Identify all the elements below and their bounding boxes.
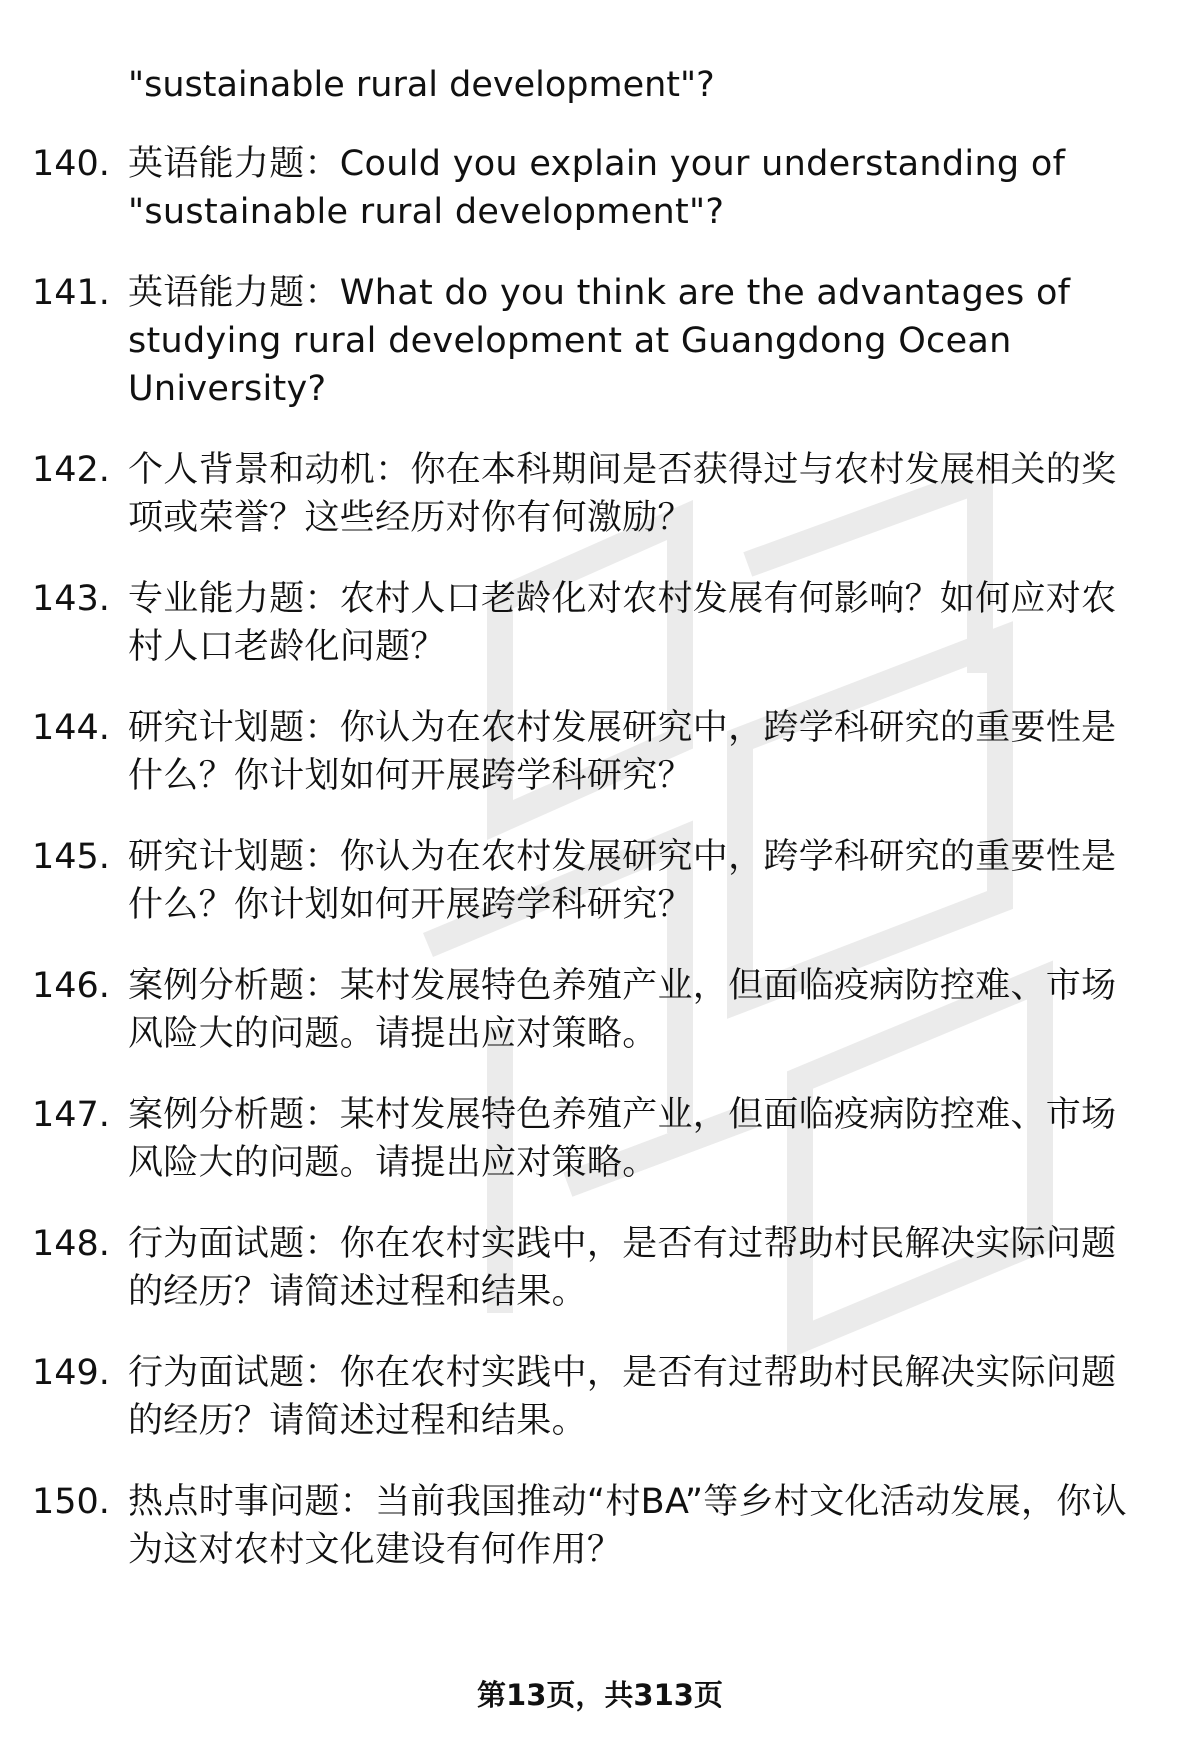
item-text: 行为面试题：你在农村实践中，是否有过帮助村民解决实际问题的经历？请简述过程和结果。 (128, 1224, 1117, 1312)
item-number: 141. (32, 273, 110, 313)
item-text: 研究计划题：你认为在农村发展研究中，跨学科研究的重要性是什么？你计划如何开展跨学科研究？ (128, 837, 1117, 925)
item-number: 150. (32, 1482, 110, 1522)
item-number: 148. (32, 1224, 110, 1264)
item-text: 案例分析题：某村发展特色养殖产业，但面临疫病防控难、市场风险大的问题。请提出应对策略。 (128, 1095, 1117, 1183)
item-number: 145. (32, 837, 110, 877)
item-text: 个人背景和动机：你在本科期间是否获得过与农村发展相关的奖项或荣誉？这些经历对你有何激励？ (128, 450, 1117, 538)
list-item (0, 446, 1200, 542)
item-number: 140. (32, 144, 110, 184)
question-list (0, 140, 1200, 1607)
item-number: 143. (32, 579, 110, 619)
list-item (0, 575, 1200, 671)
list-item (0, 1478, 1200, 1574)
list-item (0, 1349, 1200, 1445)
list-item (0, 1220, 1200, 1316)
list-item (0, 140, 1200, 236)
list-item (0, 704, 1200, 800)
item-text: 专业能力题：农村人口老龄化对农村发展有何影响？如何应对农村人口老龄化问题？ (128, 579, 1117, 667)
page-footer: 第13页，共313页 (477, 1678, 723, 1712)
list-item (0, 269, 1200, 413)
item-number: 146. (32, 966, 110, 1006)
item-number: 147. (32, 1095, 110, 1135)
item-text: 行为面试题：你在农村实践中，是否有过帮助村民解决实际问题的经历？请简述过程和结果。 (128, 1353, 1117, 1441)
item-text: 英语能力题：Could you explain your understanding of "sustainable rural development"? (128, 144, 1066, 232)
item-number: 144. (32, 708, 110, 748)
item-text: 热点时事问题：当前我国推动“村BA”等乡村文化活动发展，你认为这对农村文化建设有何作用？ (128, 1482, 1127, 1570)
item-text: 研究计划题：你认为在农村发展研究中，跨学科研究的重要性是什么？你计划如何开展跨学科研究？ (128, 708, 1117, 796)
continuation-text: "sustainable rural development"? (128, 65, 715, 105)
list-item (0, 833, 1200, 929)
item-text: 英语能力题：What do you think are the advantages of studying rural development at Guangdong Ocean University? (128, 273, 1071, 409)
item-number: 149. (32, 1353, 110, 1393)
list-item (0, 1091, 1200, 1187)
item-text: 案例分析题：某村发展特色养殖产业，但面临疫病防控难、市场风险大的问题。请提出应对策略。 (128, 966, 1117, 1054)
item-number: 142. (32, 450, 110, 490)
list-item (0, 962, 1200, 1058)
